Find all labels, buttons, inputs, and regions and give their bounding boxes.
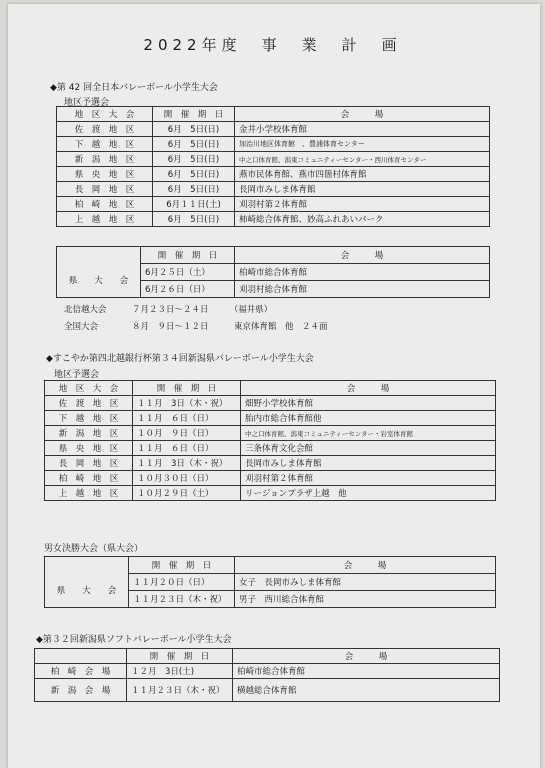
venue-cell: 男子 西川総合体育館 [235,591,496,608]
header-cell: 開 催 期 日 [141,247,235,264]
table-row [45,396,496,411]
table-row [45,486,496,501]
section3-table [34,648,500,702]
venue-cell: 刈羽村第２体育館 [235,197,490,212]
prefectural-label: 県 大 会 [45,574,129,608]
section1-heading: ◆第 42 回全日本バレーボール小学生大会 [50,83,218,93]
table-row [57,182,490,197]
district-cell: 新 潟 地 区 [57,152,153,167]
date-cell: 6月１１日(土) [153,197,235,212]
date-cell: １１月 3日（木・祝） [133,396,241,411]
district-cell: 佐 渡 地 区 [57,122,153,137]
district-cell: 県 央 地 区 [57,167,153,182]
venue-cell: 刈羽村第２体育館 [241,471,496,486]
header-cell: 会 場 [235,107,490,122]
section1-subheading: 地区予選会 [64,98,110,108]
header-cell: 会 場 [235,557,496,574]
date-cell: 6月 5日(日) [153,122,235,137]
venue-cell: 柏崎市総合体育館 [235,264,490,281]
table-row [57,137,490,152]
venue-cell: 加治川地区体育館 、豊浦体育センター [235,137,490,152]
date-cell: １１月２０日（日） [129,574,235,591]
page-title: 2022年度 事 業 計 画 [143,36,402,54]
header-cell: 会 場 [233,649,500,664]
district-cell: 下 越 地 区 [57,137,153,152]
venue-cell: 中之口体育館、潟東コミュニティーセンター・岩室体育館 [241,426,496,441]
table-row [35,664,500,679]
date-cell: 6月 5日(日) [153,182,235,197]
date-cell: 6月 5日(日) [153,212,235,227]
date-cell: １１月２３日（木・祝） [127,679,233,702]
header-cell: 地 区 大 会 [45,381,133,396]
venue-cell: 刈羽村総合体育館 [235,281,490,298]
table-row [45,441,496,456]
hokushinetsu-tournament: 北信越大会 ７月２３日～２４日 （福井県） [64,305,273,315]
section2-subheading: 地区予選会 [54,370,100,380]
venue-cell: 畑野小学校体育館 [241,396,496,411]
section2-table [44,380,496,501]
table-row [57,167,490,182]
date-cell: 6月 5日(日) [153,137,235,152]
header-cell: 地 区 大 会 [57,107,153,122]
date-cell: １１月 ６日（日） [133,411,241,426]
district-cell: 佐 渡 地 区 [45,396,133,411]
table-row [57,197,490,212]
venue-cell: 横越総合体育館 [233,679,500,702]
district-cell: 上 越 地 区 [57,212,153,227]
venue-cell: 女子 長岡市みしま体育館 [235,574,496,591]
venue-cell: 柿崎総合体育館、妙高ふれあいパーク [235,212,490,227]
table-row [57,152,490,167]
district-cell: 柏 崎 地 区 [57,197,153,212]
header-cell: 会 場 [241,381,496,396]
venue-site-cell: 新 潟 会 場 [35,679,127,702]
section1-table [56,106,490,227]
venue-cell: 胎内市総合体育館他 [241,411,496,426]
final-tournament-title: 男女決勝大会（県大会） [44,544,144,554]
date-cell: １０月 ９日（日） [133,426,241,441]
date-cell: 6月 5日(日) [153,167,235,182]
date-cell: １１月２３日（木・祝） [129,591,235,608]
district-cell: 下 越 地 区 [45,411,133,426]
table-row [45,411,496,426]
section2-heading: ◆すこやか第四北越銀行杯第３４回新潟県バレーボール小学生大会 [46,354,314,364]
section1-prefectural-table [56,246,490,298]
table-row [45,456,496,471]
table-header-row [45,381,496,396]
venue-cell: 長岡市みしま体育館 [241,456,496,471]
district-cell: 長 岡 地 区 [57,182,153,197]
date-cell: １２月 3日(土) [127,664,233,679]
venue-cell: リージョンプラザ上越 他 [241,486,496,501]
venue-cell: 長岡市みしま体育館 [235,182,490,197]
date-cell: １１月 ６日（日） [133,441,241,456]
district-cell: 柏 崎 地 区 [45,471,133,486]
table-header-row [57,247,490,264]
district-cell: 新 潟 地 区 [45,426,133,441]
venue-cell: 燕市民体育館、燕市四箇村体育館 [235,167,490,182]
header-cell: 開 催 期 日 [129,557,235,574]
date-cell: １１月 3日（木・祝） [133,456,241,471]
table-row [45,574,496,591]
venue-cell: 柏崎市総合体育館 [233,664,500,679]
date-cell: １０月２９日（土） [133,486,241,501]
header-cell: 開 催 期 日 [133,381,241,396]
table-row [45,426,496,441]
national-tournament: 全国大会 ８月 ９日～１２日 東京体育館 他 ２４面 [64,322,328,332]
header-cell: 開 催 期 日 [153,107,235,122]
district-cell: 県 央 地 区 [45,441,133,456]
venue-site-cell: 柏 崎 会 場 [35,664,127,679]
date-cell: 6月２６日（日） [141,281,235,298]
table-row [45,471,496,486]
header-cell: 会 場 [235,247,490,264]
prefectural-label: 県 大 会 [57,264,141,298]
table-row [35,679,500,702]
table-row [57,264,490,281]
venue-cell: 中之口体育館、潟東コミュニティーセンター・西川体育センター [235,152,490,167]
section2-final-table [44,556,496,608]
table-header-row [35,649,500,664]
date-cell: 6月 5日(日) [153,152,235,167]
table-row [57,122,490,137]
venue-cell: 金井小学校体育館 [235,122,490,137]
table-header-row [45,557,496,574]
date-cell: １０月３０日（日） [133,471,241,486]
venue-cell: 三条体育文化会館 [241,441,496,456]
section3-heading: ◆第３２回新潟県ソフトバレーボール小学生大会 [36,635,232,645]
table-row [57,212,490,227]
district-cell: 長 岡 地 区 [45,456,133,471]
district-cell: 上 越 地 区 [45,486,133,501]
header-cell: 開 催 期 日 [127,649,233,664]
table-header-row [57,107,490,122]
date-cell: 6月２５日（土） [141,264,235,281]
